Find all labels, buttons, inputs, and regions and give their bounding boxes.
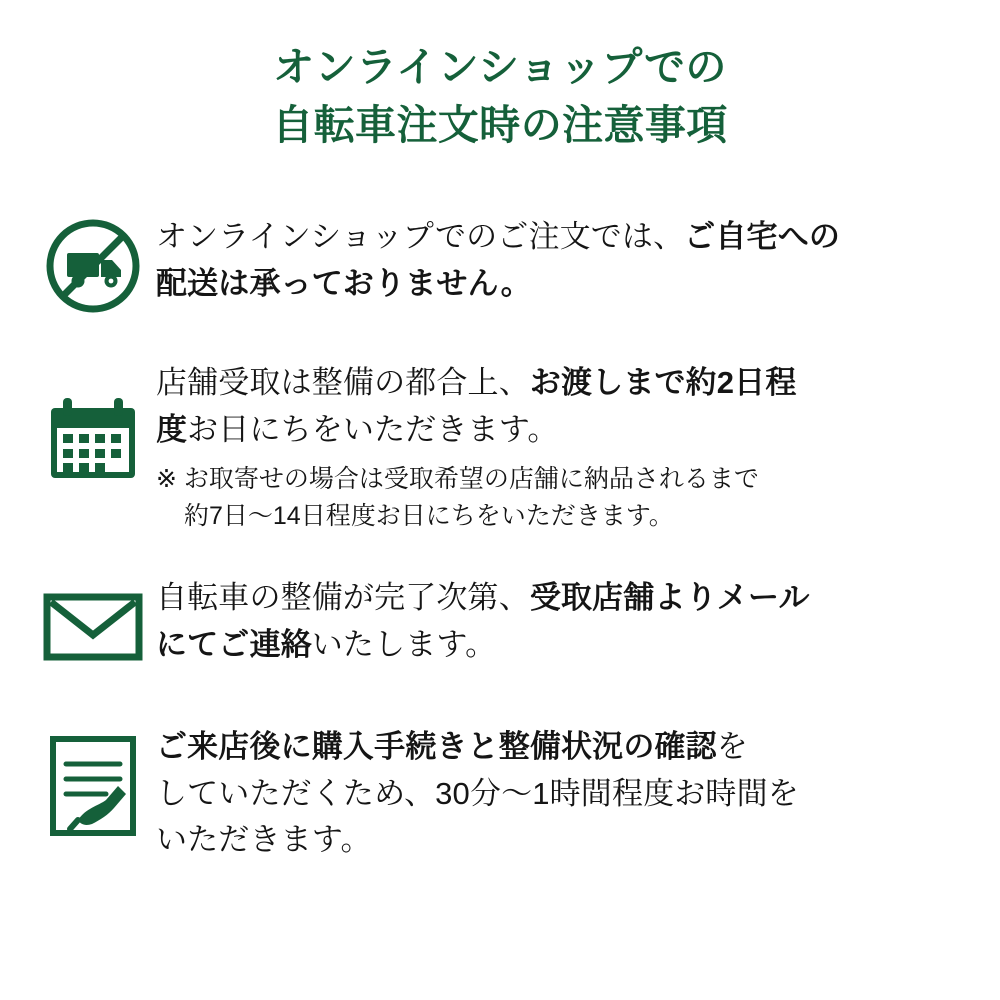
no-delivery-truck-icon xyxy=(45,218,141,314)
page-title-line-2: 自転車注文時の注意事項 xyxy=(272,102,728,149)
item-text-plain-3: いただきます。 xyxy=(156,822,372,858)
item-text-plain: オンラインショップでのご注文では、 xyxy=(156,219,685,255)
calendar-icon xyxy=(45,394,141,486)
item-text-bold-2: にてご連絡 xyxy=(156,626,312,662)
item-note-line-1: ※ お取寄せの場合は受取希望の店舗に納品されるまで xyxy=(156,465,759,494)
item-text-plain-2: していただくため、30分〜1時間程度お時間を xyxy=(156,775,799,811)
list-item xyxy=(30,724,966,864)
item-text xyxy=(156,724,966,864)
item-text xyxy=(156,360,966,453)
icon-cell xyxy=(30,724,156,838)
item-note xyxy=(156,461,966,535)
item-text-bold: お渡しまで約2日程 xyxy=(529,365,797,401)
icon-cell xyxy=(30,575,156,663)
item-text-plain: を xyxy=(716,729,748,765)
mail-envelope-icon xyxy=(43,591,143,663)
icon-cell xyxy=(30,360,156,486)
icon-cell xyxy=(30,214,156,314)
item-text-bold: ご来店後に購入手続きと整備状況の確認 xyxy=(156,729,717,765)
item-text-bold-2: 配送は承っておりません。 xyxy=(156,265,532,301)
list-item xyxy=(30,575,966,668)
list-item xyxy=(30,214,966,314)
notice-list xyxy=(0,214,1000,864)
text-cell xyxy=(156,214,966,307)
item-text xyxy=(156,214,966,307)
page-title-line-1: オンラインショップでの xyxy=(273,44,727,90)
text-cell xyxy=(156,360,966,535)
item-text-plain-2: いたします。 xyxy=(311,626,497,662)
item-text-bold: ご自宅への xyxy=(684,219,841,255)
item-text-bold-2: 度 xyxy=(156,411,188,447)
item-text-bold: 受取店舗よりメール xyxy=(529,580,810,616)
text-cell xyxy=(156,724,966,864)
text-cell xyxy=(156,575,966,668)
document-pen-icon xyxy=(48,734,138,838)
item-text xyxy=(156,575,966,668)
page-title xyxy=(0,0,1000,154)
list-item xyxy=(30,360,966,535)
item-text-plain-2: お日にちをいただきます。 xyxy=(187,411,559,447)
item-note-line-2: 約7日〜14日程度お日にちをいただきます。 xyxy=(184,502,674,531)
item-text-plain: 店舗受取は整備の都合上、 xyxy=(156,365,530,401)
item-text-plain: 自転車の整備が完了次第、 xyxy=(156,580,530,616)
